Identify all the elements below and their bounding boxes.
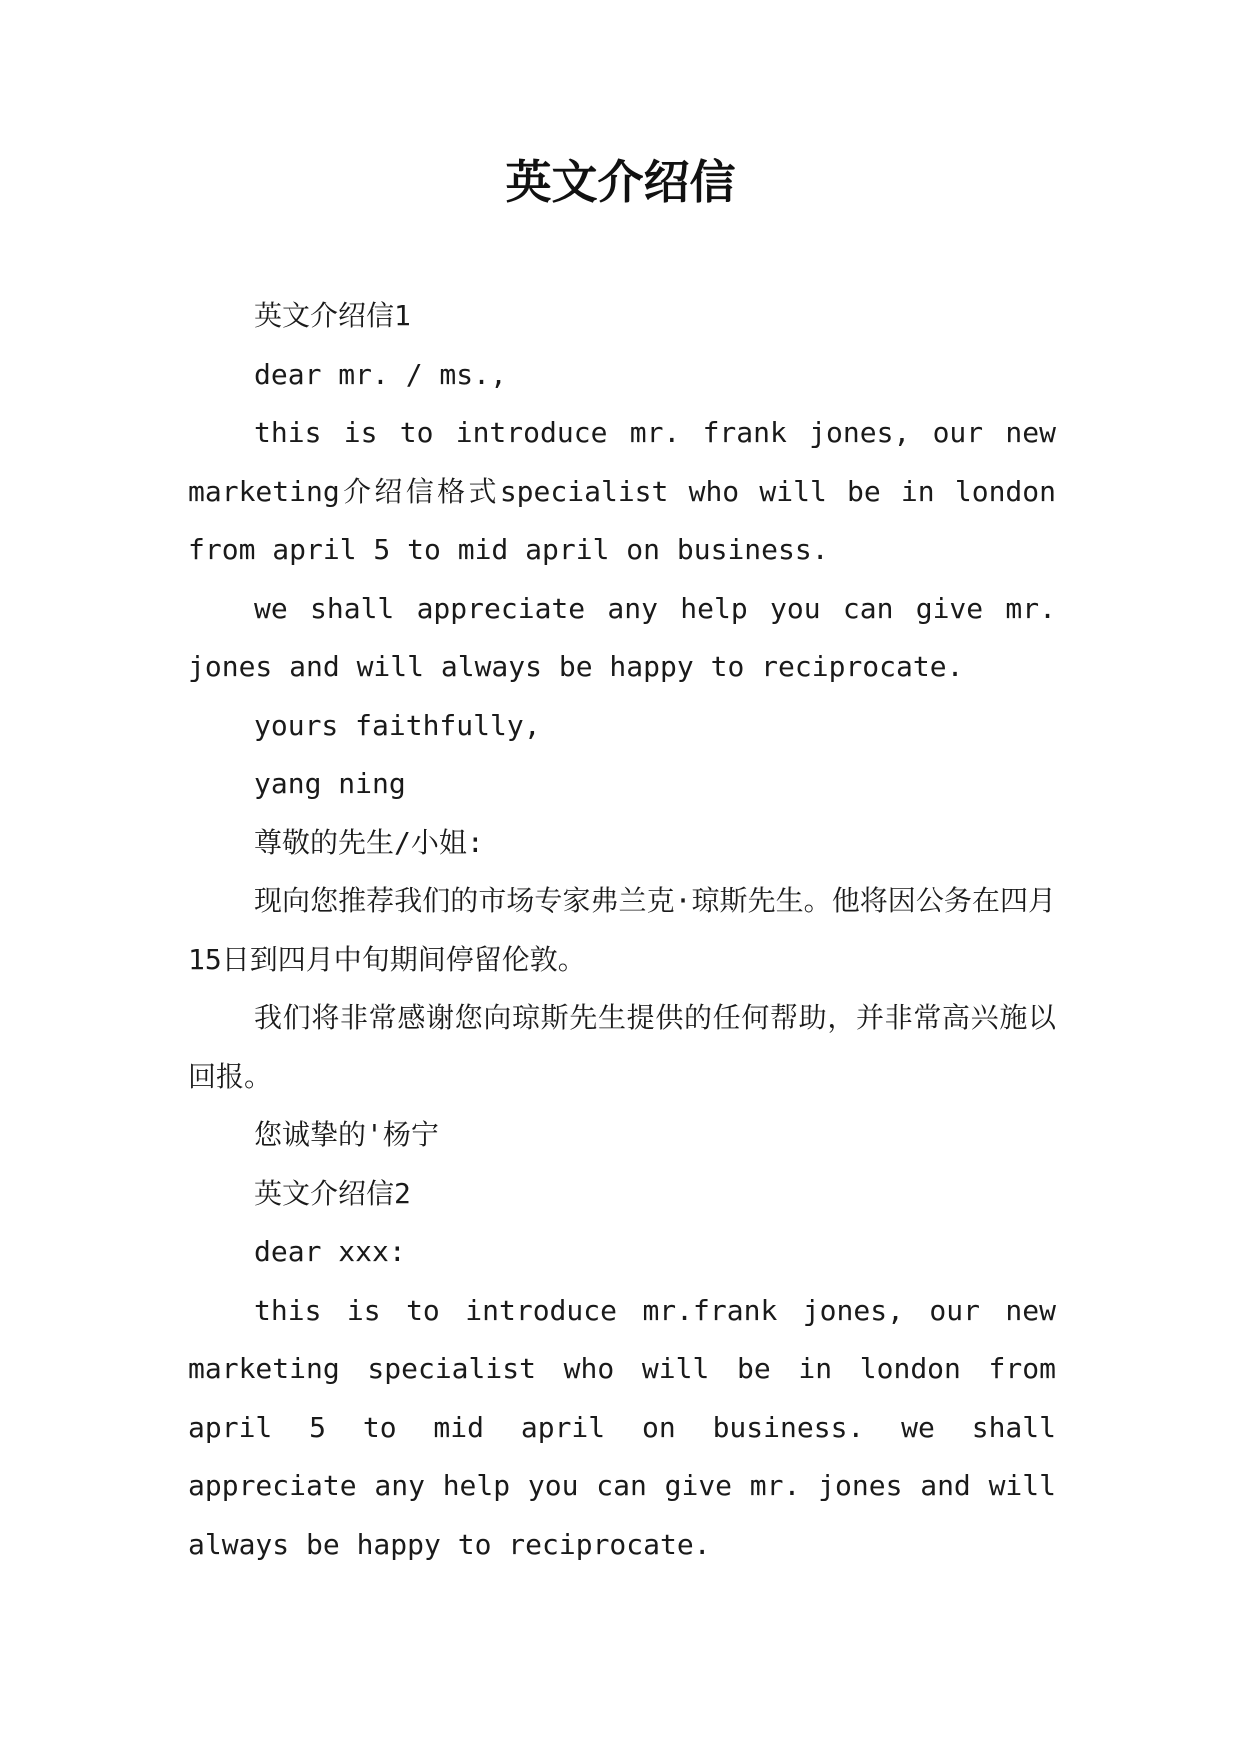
closing-english: yours faithfully,	[254, 708, 541, 742]
document-body	[188, 287, 1056, 1574]
paragraph-appreciation-chinese: 我们将非常感谢您向琼斯先生提供的任何帮助，并非常高兴施以回报。	[188, 1001, 1056, 1093]
paragraph-letter-2-body: this is to introduce mr.frank jones, our new marketing specialist who will be in london from april 5 to mid april on business. we shall appreciate any help you can give mr. jones and will always be happy to reciprocate.	[188, 1293, 1056, 1561]
salutation-chinese: 尊敬的先生/小姐:	[254, 825, 484, 859]
closing-chinese: 您诚挚的'杨宁	[254, 1118, 439, 1151]
section-heading-letter-2: 英文介绍信2	[254, 1176, 411, 1210]
salutation-english-1: dear mr. / ms.,	[254, 357, 507, 391]
paragraph-appreciation-english: we shall appreciate any help you can give mr. jones and will always be happy to reciprocate.	[188, 591, 1056, 683]
signature-english: yang ning	[254, 767, 406, 800]
document-title: 英文介绍信	[505, 155, 736, 209]
section-heading-letter-1: 英文介绍信1	[254, 299, 411, 332]
paragraph-introduction-chinese: 现向您推荐我们的市场专家弗兰克·琼斯先生。他将因公务在四月15日到四月中旬期间停留伦敦。	[188, 884, 1056, 976]
salutation-english-2: dear xxx:	[254, 1235, 406, 1268]
paragraph-introduction-english: this is to introduce mr. frank jones, our new marketing介绍信格式specialist who will be in london from april 5 to mid april on business.	[188, 416, 1056, 566]
